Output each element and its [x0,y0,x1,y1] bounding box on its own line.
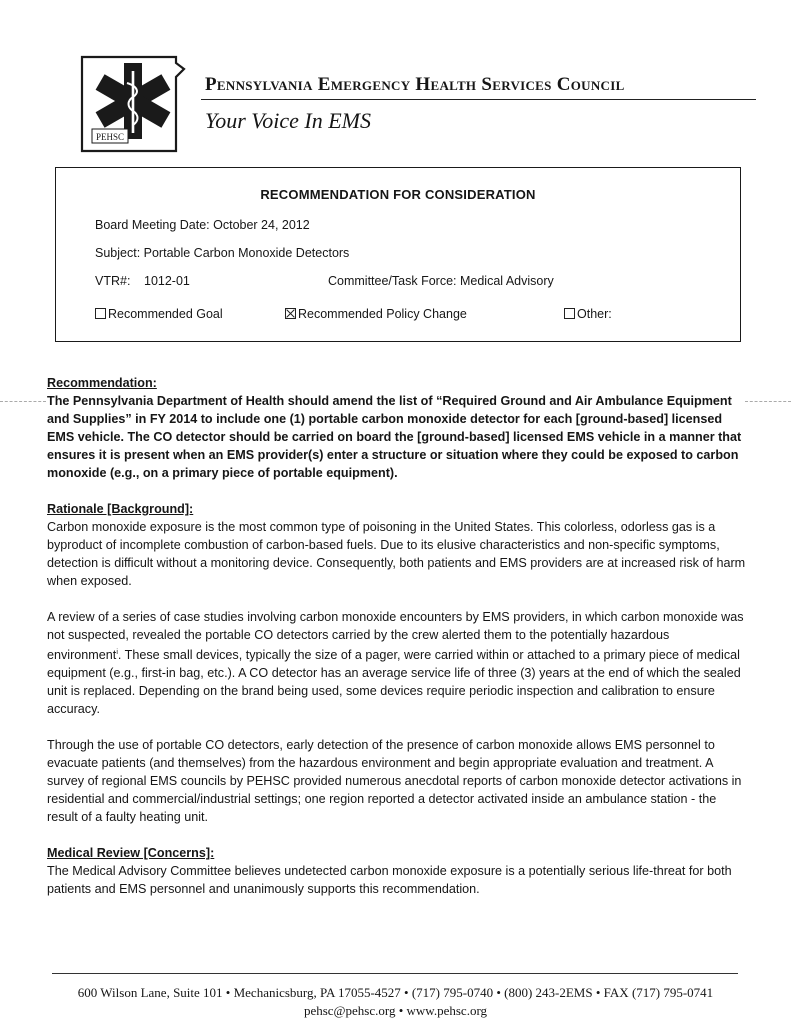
recommendation-text: The Pennsylvania Department of Health should amend the list of “Required Ground and Air Ambulance Equipment and Supplies” in FY 2014 to include one (1) portable carbon monoxide detector for each [ground-based] licensed EMS vehicle. The CO detector should be carried on board the [ground-based] licensed EMS vehicle in a manner that ensures it is present when an EMS provider(s) enter a structure or situation where they could be exposed to carbon monoxide (e.g., on a primary piece of portable equipment). [47,394,742,480]
vtr-label: VTR#: [95,274,131,288]
rationale-paragraph-1: Carbon monoxide exposure is the most common type of poisoning in the United States. This colorless, odorless gas is a byproduct of incomplete combustion of carbon-based fuels. Due to its elusive characteristics and non-specific symptoms, detection is difficult without a monitoring device. Consequently, both patients and EMS providers are at increased risk of harm when exposed. [47,520,746,588]
rfc-title: RECOMMENDATION FOR CONSIDERATION [260,187,536,202]
committee-line: Committee/Task Force: Medical Advisory [328,274,554,288]
option-label: Recommended Goal [108,307,223,321]
option-recommended-policy-change[interactable] [285,307,467,321]
tagline: Your Voice In EMS [205,108,372,133]
medical-review-text: The Medical Advisory Committee believes undetected carbon monoxide exposure is a potentially serious life-threat for both patients and EMS personnel and unanimously supports this recommendation. [47,864,732,897]
footnote-marker: i [116,649,118,656]
footer-contact: pehsc@pehsc.org • www.pehsc.org [303,1003,488,1018]
footer-address: 600 Wilson Lane, Suite 101 • Mechanicsburg, PA 17055-4527 • (717) 795-0740 • (800) 243-2EMS • FAX (717) 795-0741 [77,985,714,1000]
subject-line: Subject: Portable Carbon Monoxide Detectors [95,246,350,260]
rationale-heading: Rationale [Background]: [47,502,194,516]
option-recommended-goal[interactable] [95,307,223,321]
org-name: Pennsylvania Emergency Health Services Council [205,74,625,95]
option-label: Other: [577,307,612,321]
logo-text: PEHSC [95,132,125,142]
rationale-paragraph-2: A review of a series of case studies involving carbon monoxide encounters by EMS providers, in which carbon monoxide was not suspected, revealed the portable CO detectors carried by the crew alerted them to the potentially hazardous environment$^i$. These small devices, typically the size of a pager, were carried within or attached to a primary piece of medical equipment (e.g., first-in bag, etc.). A CO detector has an average service life of three (3) years at the end of which the sealed unit is replaced. Depending on the brand being used, some devices require periodic inspection and calibration to ensure accuracy. [47,610,744,717]
rationale-paragraph-3: Through the use of portable CO detectors, early detection of the presence of carbon monoxide allows EMS personnel to evacuate patients (and themselves) from the hazardous environment and begin appropriate evaluation and treatment. A survey of regional EMS councils by PEHSC provided numerous anecdotal reports of carbon monoxide detector activations in residential and commercial/industrial settings; one region reported a detector activated inside an ambulance station - the result of a faulty heating unit. [47,738,742,825]
checkbox-unchecked-icon[interactable] [95,308,106,319]
scan-line [0,401,46,402]
rfc-box [55,167,741,342]
pehsc-logo [76,55,188,155]
scan-line [745,401,791,402]
board-meeting-date: Board Meeting Date: October 24, 2012 [95,218,310,232]
checkbox-checked-icon[interactable] [285,308,296,319]
document-body [47,374,747,898]
checkbox-unchecked-icon[interactable] [564,308,575,319]
recommendation-heading: Recommendation: [47,376,157,390]
header-rule [201,99,756,100]
vtr-value: 1012-01 [144,274,190,288]
option-label: Recommended Policy Change [298,307,467,321]
option-other[interactable] [564,307,612,321]
medical-review-heading: Medical Review [Concerns]: [47,846,215,861]
footer-rule [52,973,738,974]
